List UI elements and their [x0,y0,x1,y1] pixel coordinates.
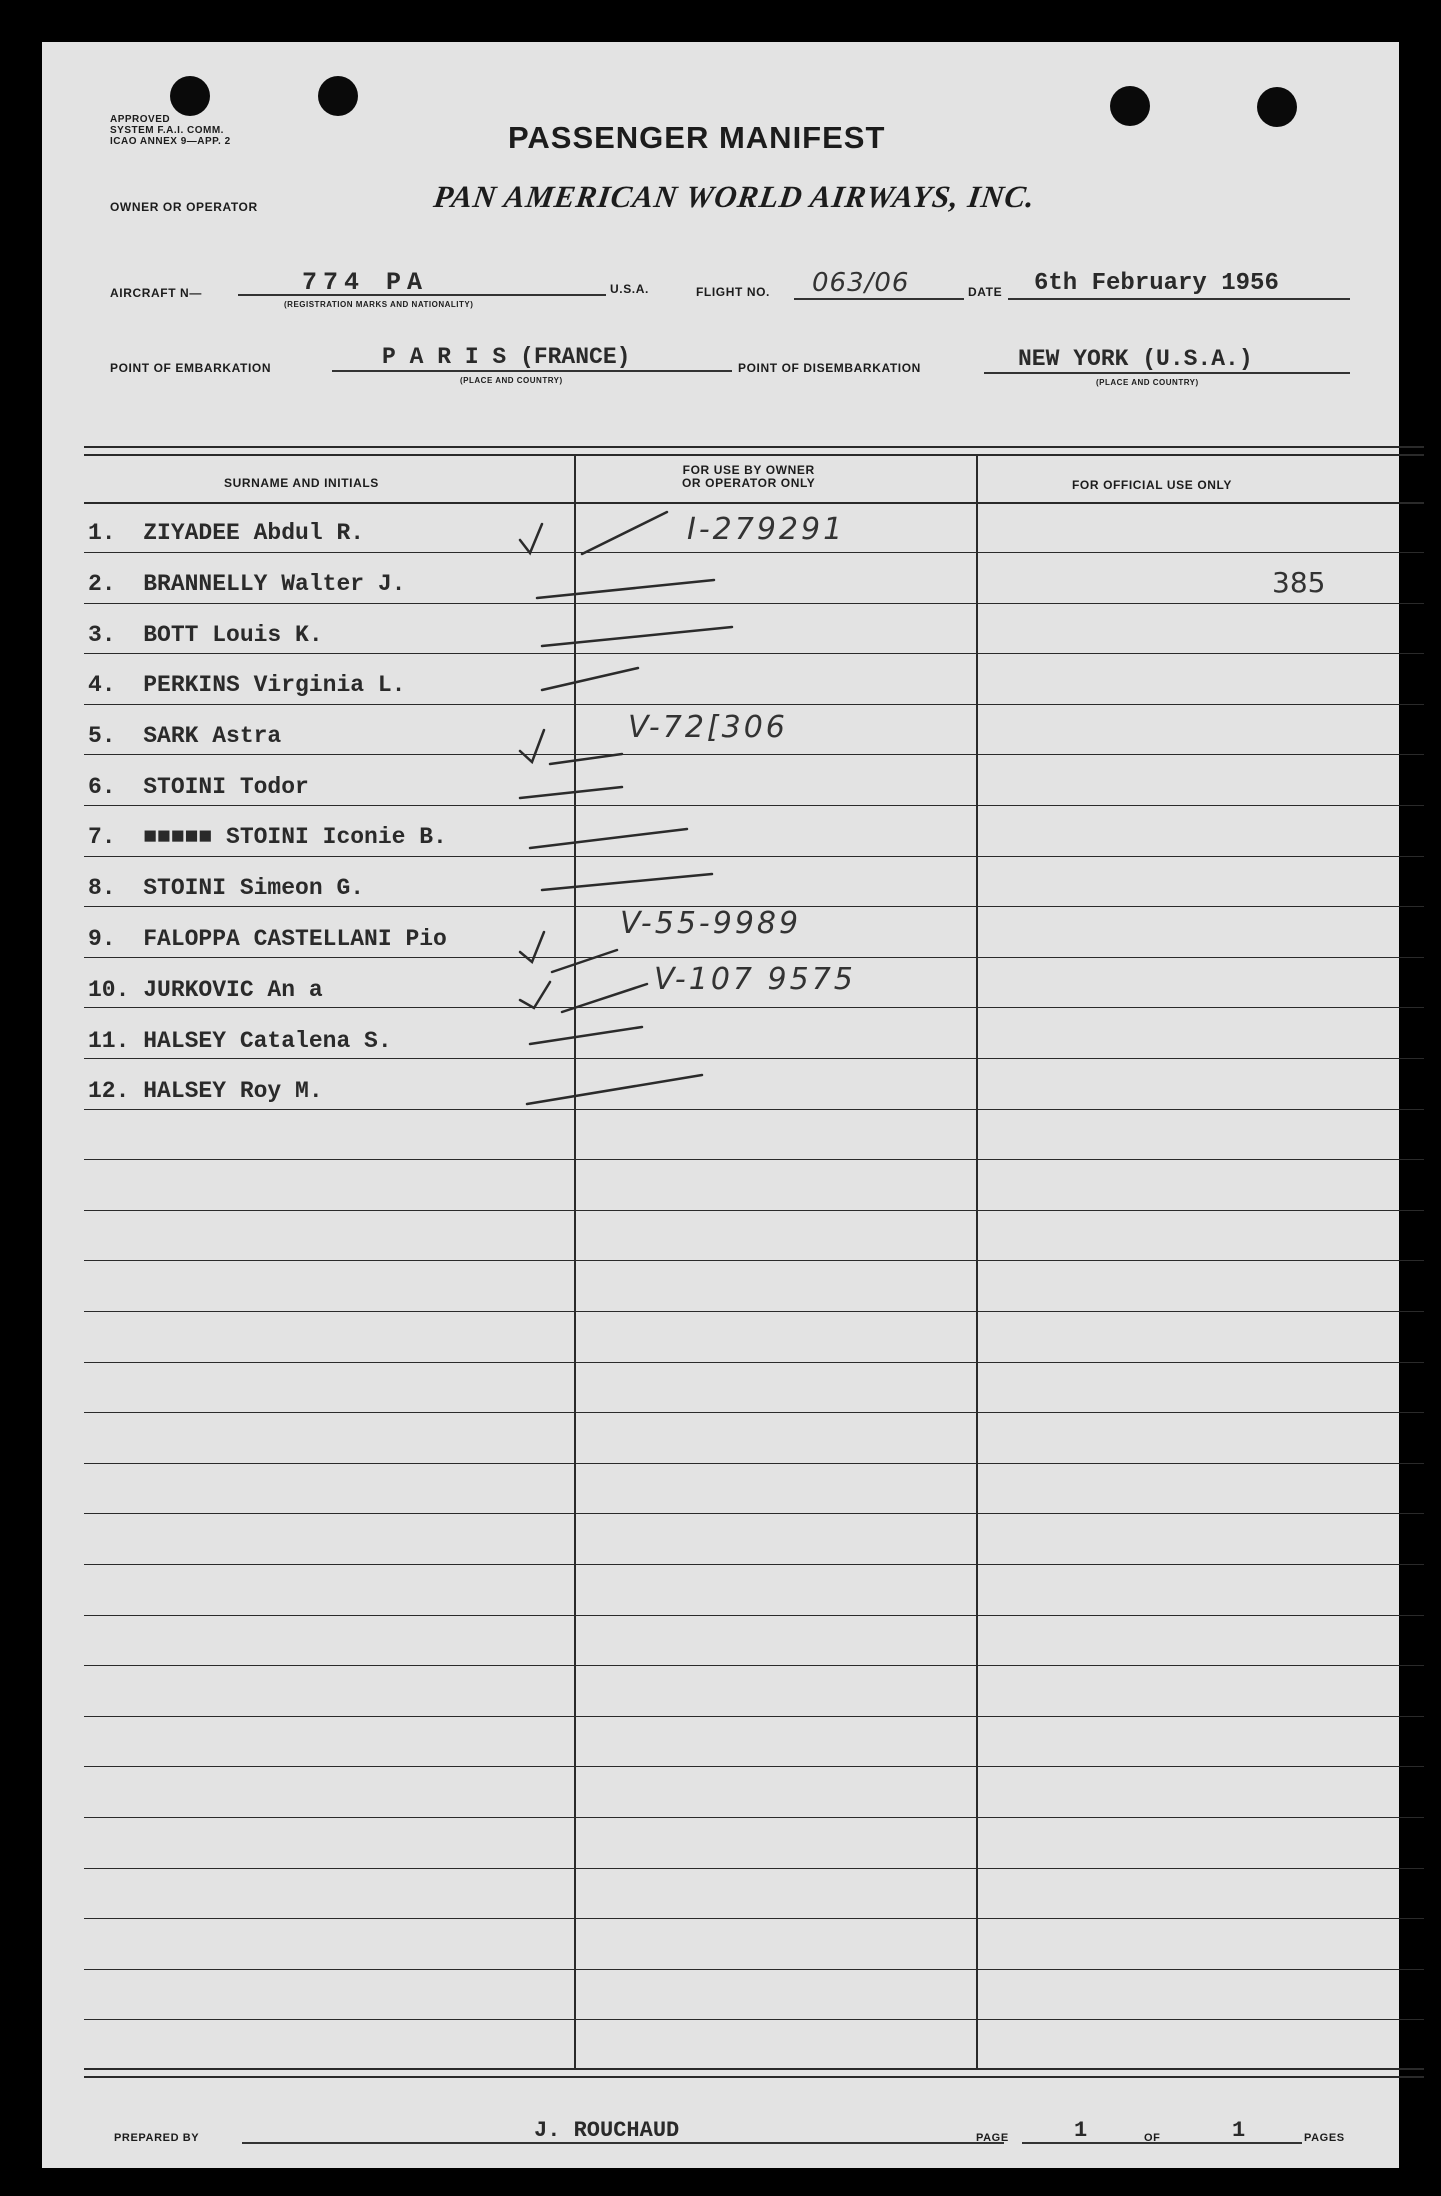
column-header-owner-line: FOR USE BY OWNER [682,463,815,477]
prepared-value: J. ROUCHAUD [534,2118,680,2143]
passenger-row: 3. BOTT Louis K. [88,622,323,648]
handwritten-note: V-72[306 [628,710,788,745]
handwritten-note: V-55-9989 [620,906,802,941]
passenger-row: 1. ZIYADEE Abdul R. [88,520,365,546]
check-mark [520,982,550,1008]
flight-no-label: FLIGHT NO. [696,285,770,299]
of-label: OF [1144,2132,1161,2144]
check-mark [520,932,544,962]
flight-no-value: 063/06 [812,268,910,298]
column-header-surname: SURNAME AND INITIALS [224,476,379,490]
slash-mark [542,627,732,646]
disembark-caption: (PLACE AND COUNTRY) [1096,378,1199,387]
slash-mark [530,1027,642,1044]
check-mark [520,524,542,553]
slash-mark [582,512,667,554]
prepared-label: PREPARED BY [114,2132,200,2144]
aircraft-value: 774 PA [302,268,429,297]
passenger-row: 4. PERKINS Virginia L. [88,672,406,698]
handwritten-note: I-279291 [687,512,846,547]
page-underline [1022,2142,1302,2144]
slash-mark [562,984,647,1012]
embark-caption: (PLACE AND COUNTRY) [460,376,563,385]
passenger-row: 7. ■■■■■ STOINI Iconie B. [88,824,447,850]
disembark-value: NEW YORK (U.S.A.) [1018,346,1253,372]
column-header-official: FOR OFFICIAL USE ONLY [1072,478,1232,492]
handwritten-marks [42,42,1399,2168]
page-value: 1 [1074,2118,1088,2143]
passenger-row: 8. STOINI Simeon G. [88,875,365,901]
date-value: 6th February 1956 [1034,270,1279,297]
aircraft-caption: (REGISTRATION MARKS AND NATIONALITY) [284,300,474,309]
approval-line: ICAO ANNEX 9—APP. 2 [110,136,231,147]
embark-label: POINT OF EMBARKATION [110,361,272,375]
operator-name: PAN AMERICAN WORLD AIRWAYS, INC. [431,179,1038,214]
slash-mark [530,829,687,848]
passenger-row: 10. JURKOVIC An a [88,977,323,1003]
official-note: 385 [1272,566,1326,599]
aircraft-label: AIRCRAFT N— [110,286,202,300]
of-value: 1 [1232,2118,1246,2143]
check-mark [520,730,544,762]
page-title: PASSENGER MANIFEST [508,120,886,155]
approval-line: SYSTEM F.A.I. COMM. [110,125,224,136]
passenger-row: 6. STOINI Todor [88,774,309,800]
passenger-row: 11. HALSEY Catalena S. [88,1028,392,1054]
passenger-row: 9. FALOPPA CASTELLANI Pio [88,926,447,952]
embark-value: P A R I S (FRANCE) [382,344,631,370]
passenger-row: 12. HALSEY Roy M. [88,1078,323,1104]
approval-line: APPROVED [110,114,171,125]
handwritten-note: V-107 9575 [654,962,856,997]
passenger-row: 5. SARK Astra [88,723,282,749]
pages-label: PAGES [1304,2132,1345,2144]
slash-mark [527,1075,702,1104]
slash-mark [542,874,712,890]
manifest-sheet [42,42,1399,2168]
date-label: DATE [968,285,1003,299]
passenger-row: 2. BRANNELLY Walter J. [88,571,406,597]
disembark-label: POINT OF DISEMBARKATION [738,361,921,375]
owner-label: OWNER OR OPERATOR [110,200,258,214]
slash-mark [537,580,714,598]
column-header-owner-line: OR OPERATOR ONLY [682,476,816,490]
slash-mark [550,754,622,764]
prepared-underline [242,2142,1004,2144]
country-label: U.S.A. [610,282,649,296]
slash-mark [520,787,622,798]
page-label: PAGE [976,2132,1009,2144]
slash-mark [542,668,638,690]
slash-mark [552,950,617,972]
